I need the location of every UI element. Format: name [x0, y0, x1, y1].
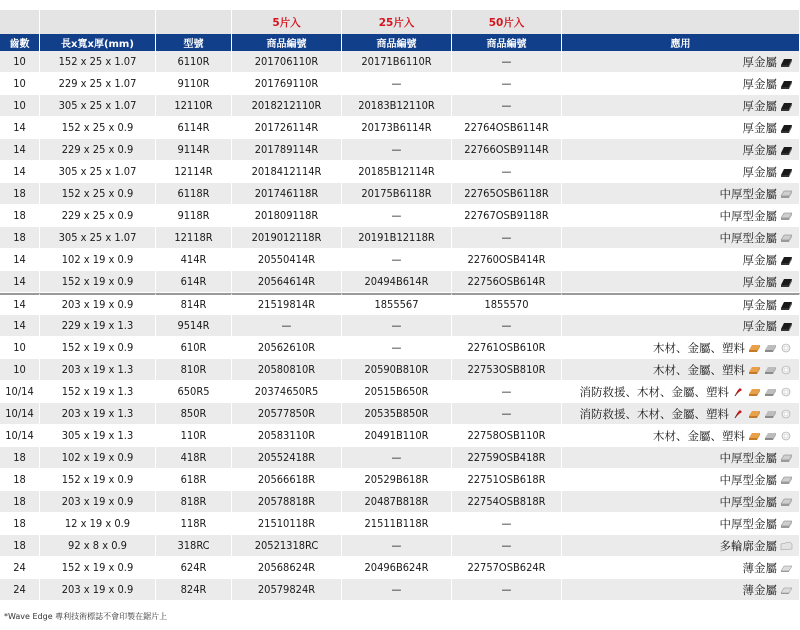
application-cell	[562, 183, 800, 205]
application-cell	[562, 95, 800, 117]
item-no-50-cell: —	[452, 73, 562, 95]
application-cell	[562, 381, 800, 403]
application-cell	[562, 535, 800, 557]
application-label: 木材、金屬、塑料	[653, 428, 745, 443]
table-row	[0, 117, 800, 139]
application-label: 厚金屬	[742, 318, 777, 333]
item-no-25-cell: 20175B6118R	[342, 183, 452, 205]
dimensions-cell: 12 x 19 x 0.9	[40, 513, 156, 535]
item-no-25-cell: 20173B6114R	[342, 117, 452, 139]
item-no-25-cell: 21511B118R	[342, 513, 452, 535]
table-row	[0, 73, 800, 95]
item-no-50-cell: —	[452, 403, 562, 425]
application-label: 厚金屬	[742, 142, 777, 157]
table-row	[0, 579, 800, 601]
model-cell: 614R	[156, 271, 232, 293]
item-no-50-cell: —	[452, 579, 562, 601]
application-cell	[562, 293, 800, 315]
thick-metal-icon	[780, 320, 793, 330]
dimensions-cell: 152 x 19 x 0.9	[40, 557, 156, 579]
plastic-icon	[780, 430, 793, 440]
dimensions-cell: 229 x 25 x 1.07	[40, 73, 156, 95]
table-row	[0, 95, 800, 117]
item-no-5-cell: 20521318RC	[232, 535, 342, 557]
tpi-cell: 24	[0, 557, 40, 579]
item-no-25-cell: 20529B618R	[342, 469, 452, 491]
model-cell: 418R	[156, 447, 232, 469]
application-label: 中厚型金屬	[719, 472, 777, 487]
application-cell	[562, 425, 800, 447]
application-cell	[562, 315, 800, 337]
dimensions-cell: 152 x 19 x 0.9	[40, 271, 156, 293]
thick-metal-icon	[780, 254, 793, 264]
table-row	[0, 161, 800, 183]
tpi-cell: 10	[0, 73, 40, 95]
table-row	[0, 469, 800, 491]
application-cell	[562, 161, 800, 183]
footnote: *Wave Edge 專利技術標誌不會印製在鋸片上	[4, 612, 168, 621]
item-no-5-cell: 20583110R	[232, 425, 342, 447]
dimensions-cell: 152 x 19 x 0.9	[40, 469, 156, 491]
medium-metal-icon	[780, 188, 793, 198]
item-no-5-cell: 2018412114R	[232, 161, 342, 183]
table-row	[0, 205, 800, 227]
tpi-cell: 18	[0, 205, 40, 227]
model-cell: 6110R	[156, 51, 232, 73]
thick-metal-icon	[780, 144, 793, 154]
item-no-5-cell: 2018212110R	[232, 95, 342, 117]
tpi-cell: 10	[0, 359, 40, 381]
item-no-50-cell: 22756OSB614R	[452, 271, 562, 293]
application-label: 厚金屬	[742, 120, 777, 135]
header-item-no-5: 商品編號	[232, 34, 342, 51]
item-no-5-cell: —	[232, 315, 342, 337]
dimensions-cell: 203 x 19 x 0.9	[40, 293, 156, 315]
item-no-25-cell: 20515B650R	[342, 381, 452, 403]
rescue-icon	[732, 386, 745, 396]
header-item-no-50: 商品編號	[452, 34, 562, 51]
item-no-5-cell: 201746118R	[232, 183, 342, 205]
application-label: 木材、金屬、塑料	[653, 362, 745, 377]
wood-icon	[748, 408, 761, 418]
item-no-50-cell: 22751OSB618R	[452, 469, 562, 491]
item-no-25-cell: 20183B12110R	[342, 95, 452, 117]
tpi-cell: 14	[0, 271, 40, 293]
application-cell	[562, 139, 800, 161]
item-no-5-cell: 21510118R	[232, 513, 342, 535]
wood-icon	[748, 342, 761, 352]
table-row	[0, 139, 800, 161]
item-no-5-cell: 20568624R	[232, 557, 342, 579]
medium-metal-icon	[780, 210, 793, 220]
item-no-25-cell: —	[342, 139, 452, 161]
pack-size-row	[0, 10, 800, 34]
pack-50-label: 50片入	[452, 10, 562, 34]
table-row	[0, 403, 800, 425]
medium-metal-icon	[780, 474, 793, 484]
table-row	[0, 315, 800, 337]
item-no-50-cell: —	[452, 161, 562, 183]
table-row	[0, 293, 800, 315]
item-no-25-cell: 20171B6110R	[342, 51, 452, 73]
thin-metal-icon	[780, 562, 793, 572]
thick-metal-icon	[780, 166, 793, 176]
model-cell: 9114R	[156, 139, 232, 161]
tpi-cell: 14	[0, 315, 40, 337]
item-no-25-cell: 20185B12114R	[342, 161, 452, 183]
blade-spec-table	[0, 10, 800, 601]
pack-5-label: 5片入	[232, 10, 342, 34]
item-no-5-cell: 201706110R	[232, 51, 342, 73]
application-label: 中厚型金屬	[719, 494, 777, 509]
application-cell	[562, 271, 800, 293]
dimensions-cell: 203 x 19 x 0.9	[40, 579, 156, 601]
item-no-50-cell: 22759OSB418R	[452, 447, 562, 469]
medium-metal-icon	[780, 496, 793, 506]
metal-icon	[764, 386, 777, 396]
table-row	[0, 491, 800, 513]
dimensions-cell: 152 x 25 x 0.9	[40, 117, 156, 139]
tpi-cell: 18	[0, 535, 40, 557]
dimensions-cell: 229 x 25 x 0.9	[40, 205, 156, 227]
item-no-5-cell: 2019012118R	[232, 227, 342, 249]
metal-icon	[764, 364, 777, 374]
table-row	[0, 535, 800, 557]
item-no-5-cell: 21519814R	[232, 293, 342, 315]
application-label: 中厚型金屬	[719, 230, 777, 245]
dimensions-cell: 152 x 25 x 0.9	[40, 183, 156, 205]
table-row	[0, 381, 800, 403]
item-no-5-cell: 201789114R	[232, 139, 342, 161]
dimensions-cell: 305 x 19 x 1.3	[40, 425, 156, 447]
item-no-5-cell: 20578818R	[232, 491, 342, 513]
thick-metal-icon	[780, 122, 793, 132]
application-label: 中厚型金屬	[719, 186, 777, 201]
application-label: 厚金屬	[742, 274, 777, 289]
model-cell: 618R	[156, 469, 232, 491]
application-cell	[562, 359, 800, 381]
model-cell: 414R	[156, 249, 232, 271]
item-no-5-cell: 20552418R	[232, 447, 342, 469]
model-cell: 12110R	[156, 95, 232, 117]
table-row	[0, 447, 800, 469]
wood-icon	[748, 364, 761, 374]
dimensions-cell: 305 x 25 x 1.07	[40, 227, 156, 249]
model-cell: 6114R	[156, 117, 232, 139]
dimensions-cell: 305 x 25 x 1.07	[40, 95, 156, 117]
table-row	[0, 557, 800, 579]
application-label: 薄金屬	[742, 560, 777, 575]
plastic-icon	[780, 408, 793, 418]
tpi-cell: 18	[0, 469, 40, 491]
application-label: 中厚型金屬	[719, 450, 777, 465]
item-no-50-cell: —	[452, 513, 562, 535]
tpi-cell: 14	[0, 117, 40, 139]
tpi-cell: 18	[0, 227, 40, 249]
model-cell: 810R	[156, 359, 232, 381]
tpi-cell: 18	[0, 183, 40, 205]
model-cell: 9110R	[156, 73, 232, 95]
profile-metal-icon	[780, 540, 793, 550]
dimensions-cell: 203 x 19 x 0.9	[40, 491, 156, 513]
item-no-50-cell: —	[452, 51, 562, 73]
item-no-50-cell: 22761OSB610R	[452, 337, 562, 359]
item-no-25-cell: 20590B810R	[342, 359, 452, 381]
tpi-cell: 14	[0, 293, 40, 315]
application-label: 厚金屬	[742, 54, 777, 69]
medium-metal-icon	[780, 452, 793, 462]
item-no-50-cell: —	[452, 315, 562, 337]
tpi-cell: 10	[0, 337, 40, 359]
table-row	[0, 513, 800, 535]
item-no-50-cell: 22760OSB414R	[452, 249, 562, 271]
dimensions-cell: 152 x 19 x 1.3	[40, 381, 156, 403]
application-cell	[562, 403, 800, 425]
application-cell	[562, 447, 800, 469]
dimensions-cell: 305 x 25 x 1.07	[40, 161, 156, 183]
application-cell	[562, 469, 800, 491]
application-label: 厚金屬	[742, 164, 777, 179]
dimensions-cell: 229 x 19 x 1.3	[40, 315, 156, 337]
table-row	[0, 337, 800, 359]
tpi-cell: 18	[0, 447, 40, 469]
item-no-25-cell: 20496B624R	[342, 557, 452, 579]
thick-metal-icon	[780, 56, 793, 66]
dimensions-cell: 152 x 25 x 1.07	[40, 51, 156, 73]
application-label: 消防救援、木材、金屬、塑料	[579, 384, 729, 399]
application-cell	[562, 337, 800, 359]
tpi-cell: 10	[0, 51, 40, 73]
item-no-5-cell: 20374650R5	[232, 381, 342, 403]
plastic-icon	[780, 386, 793, 396]
wood-icon	[748, 430, 761, 440]
application-label: 厚金屬	[742, 252, 777, 267]
application-cell	[562, 117, 800, 139]
application-cell	[562, 227, 800, 249]
tpi-cell: 14	[0, 249, 40, 271]
plastic-icon	[780, 364, 793, 374]
model-cell: 9514R	[156, 315, 232, 337]
item-no-50-cell: 22766OSB9114R	[452, 139, 562, 161]
model-cell: 6118R	[156, 183, 232, 205]
plastic-icon	[780, 342, 793, 352]
item-no-50-cell: 22753OSB810R	[452, 359, 562, 381]
dimensions-cell: 102 x 19 x 0.9	[40, 249, 156, 271]
item-no-25-cell: 20535B850R	[342, 403, 452, 425]
item-no-50-cell: 22758OSB110R	[452, 425, 562, 447]
item-no-25-cell: —	[342, 315, 452, 337]
application-label: 薄金屬	[742, 582, 777, 597]
header-tpi: 齒數	[0, 34, 40, 51]
wood-icon	[748, 386, 761, 396]
application-cell	[562, 51, 800, 73]
item-no-25-cell: —	[342, 535, 452, 557]
item-no-25-cell: —	[342, 337, 452, 359]
tpi-cell: 10/14	[0, 403, 40, 425]
table-row	[0, 227, 800, 249]
item-no-50-cell: 22754OSB818R	[452, 491, 562, 513]
table-row	[0, 359, 800, 381]
dimensions-cell: 203 x 19 x 1.3	[40, 403, 156, 425]
application-cell	[562, 491, 800, 513]
tpi-cell: 14	[0, 161, 40, 183]
application-label: 多輪廓金屬	[719, 538, 777, 553]
item-no-25-cell: —	[342, 73, 452, 95]
item-no-5-cell: 20579824R	[232, 579, 342, 601]
application-cell	[562, 249, 800, 271]
metal-icon	[764, 408, 777, 418]
dimensions-cell: 92 x 8 x 0.9	[40, 535, 156, 557]
model-cell: 610R	[156, 337, 232, 359]
thick-metal-icon	[780, 100, 793, 110]
item-no-5-cell: 201769110R	[232, 73, 342, 95]
application-label: 厚金屬	[742, 76, 777, 91]
header-application: 應用	[562, 34, 800, 51]
tpi-cell: 18	[0, 491, 40, 513]
item-no-50-cell: —	[452, 95, 562, 117]
application-label: 厚金屬	[742, 297, 777, 312]
tpi-cell: 10/14	[0, 381, 40, 403]
model-cell: 824R	[156, 579, 232, 601]
item-no-25-cell: —	[342, 249, 452, 271]
item-no-5-cell: 20564614R	[232, 271, 342, 293]
item-no-5-cell: 20562610R	[232, 337, 342, 359]
tpi-cell: 18	[0, 513, 40, 535]
application-label: 中厚型金屬	[719, 208, 777, 223]
item-no-25-cell: 20487B818R	[342, 491, 452, 513]
model-cell: 110R	[156, 425, 232, 447]
model-cell: 850R	[156, 403, 232, 425]
application-cell	[562, 513, 800, 535]
header-dimensions: 長x寬x厚(mm)	[40, 34, 156, 51]
table-row	[0, 425, 800, 447]
application-label: 中厚型金屬	[719, 516, 777, 531]
model-cell: 118R	[156, 513, 232, 535]
item-no-50-cell: 22767OSB9118R	[452, 205, 562, 227]
model-cell: 12118R	[156, 227, 232, 249]
thick-metal-icon	[780, 299, 793, 309]
item-no-5-cell: 20550414R	[232, 249, 342, 271]
thick-metal-icon	[780, 276, 793, 286]
model-cell: 624R	[156, 557, 232, 579]
application-cell	[562, 557, 800, 579]
application-label: 木材、金屬、塑料	[653, 340, 745, 355]
pack-25-label: 25片入	[342, 10, 452, 34]
item-no-5-cell: 201809118R	[232, 205, 342, 227]
application-label: 厚金屬	[742, 98, 777, 113]
model-cell: 650R5	[156, 381, 232, 403]
application-cell	[562, 579, 800, 601]
table-row	[0, 51, 800, 73]
item-no-25-cell: 20191B12118R	[342, 227, 452, 249]
dimensions-cell: 102 x 19 x 0.9	[40, 447, 156, 469]
header-model: 型號	[156, 34, 232, 51]
item-no-25-cell: —	[342, 447, 452, 469]
item-no-50-cell: 22757OSB624R	[452, 557, 562, 579]
dimensions-cell: 152 x 19 x 0.9	[40, 337, 156, 359]
tpi-cell: 14	[0, 139, 40, 161]
item-no-50-cell: —	[452, 535, 562, 557]
header-item-no-25: 商品編號	[342, 34, 452, 51]
tpi-cell: 10	[0, 95, 40, 117]
medium-metal-icon	[780, 232, 793, 242]
header-row	[0, 34, 800, 51]
item-no-25-cell: —	[342, 579, 452, 601]
item-no-50-cell: 1855570	[452, 293, 562, 315]
item-no-5-cell: 20566618R	[232, 469, 342, 491]
metal-icon	[764, 342, 777, 352]
item-no-50-cell: —	[452, 227, 562, 249]
table-row	[0, 183, 800, 205]
item-no-5-cell: 201726114R	[232, 117, 342, 139]
item-no-25-cell: 1855567	[342, 293, 452, 315]
model-cell: 9118R	[156, 205, 232, 227]
item-no-50-cell: 22764OSB6114R	[452, 117, 562, 139]
tpi-cell: 10/14	[0, 425, 40, 447]
application-label: 消防救援、木材、金屬、塑料	[579, 406, 729, 421]
model-cell: 318RC	[156, 535, 232, 557]
item-no-50-cell: 22765OSB6118R	[452, 183, 562, 205]
item-no-5-cell: 20580810R	[232, 359, 342, 381]
model-cell: 12114R	[156, 161, 232, 183]
metal-icon	[764, 430, 777, 440]
application-cell	[562, 205, 800, 227]
item-no-50-cell: —	[452, 381, 562, 403]
thick-metal-icon	[780, 78, 793, 88]
item-no-25-cell: 20491B110R	[342, 425, 452, 447]
table-row	[0, 271, 800, 293]
tpi-cell: 24	[0, 579, 40, 601]
item-no-5-cell: 20577850R	[232, 403, 342, 425]
dimensions-cell: 203 x 19 x 1.3	[40, 359, 156, 381]
model-cell: 818R	[156, 491, 232, 513]
application-cell	[562, 73, 800, 95]
item-no-25-cell: 20494B614R	[342, 271, 452, 293]
thin-metal-icon	[780, 584, 793, 594]
model-cell: 814R	[156, 293, 232, 315]
medium-metal-icon	[780, 518, 793, 528]
item-no-25-cell: —	[342, 205, 452, 227]
dimensions-cell: 229 x 25 x 0.9	[40, 139, 156, 161]
rescue-icon	[732, 408, 745, 418]
table-row	[0, 249, 800, 271]
